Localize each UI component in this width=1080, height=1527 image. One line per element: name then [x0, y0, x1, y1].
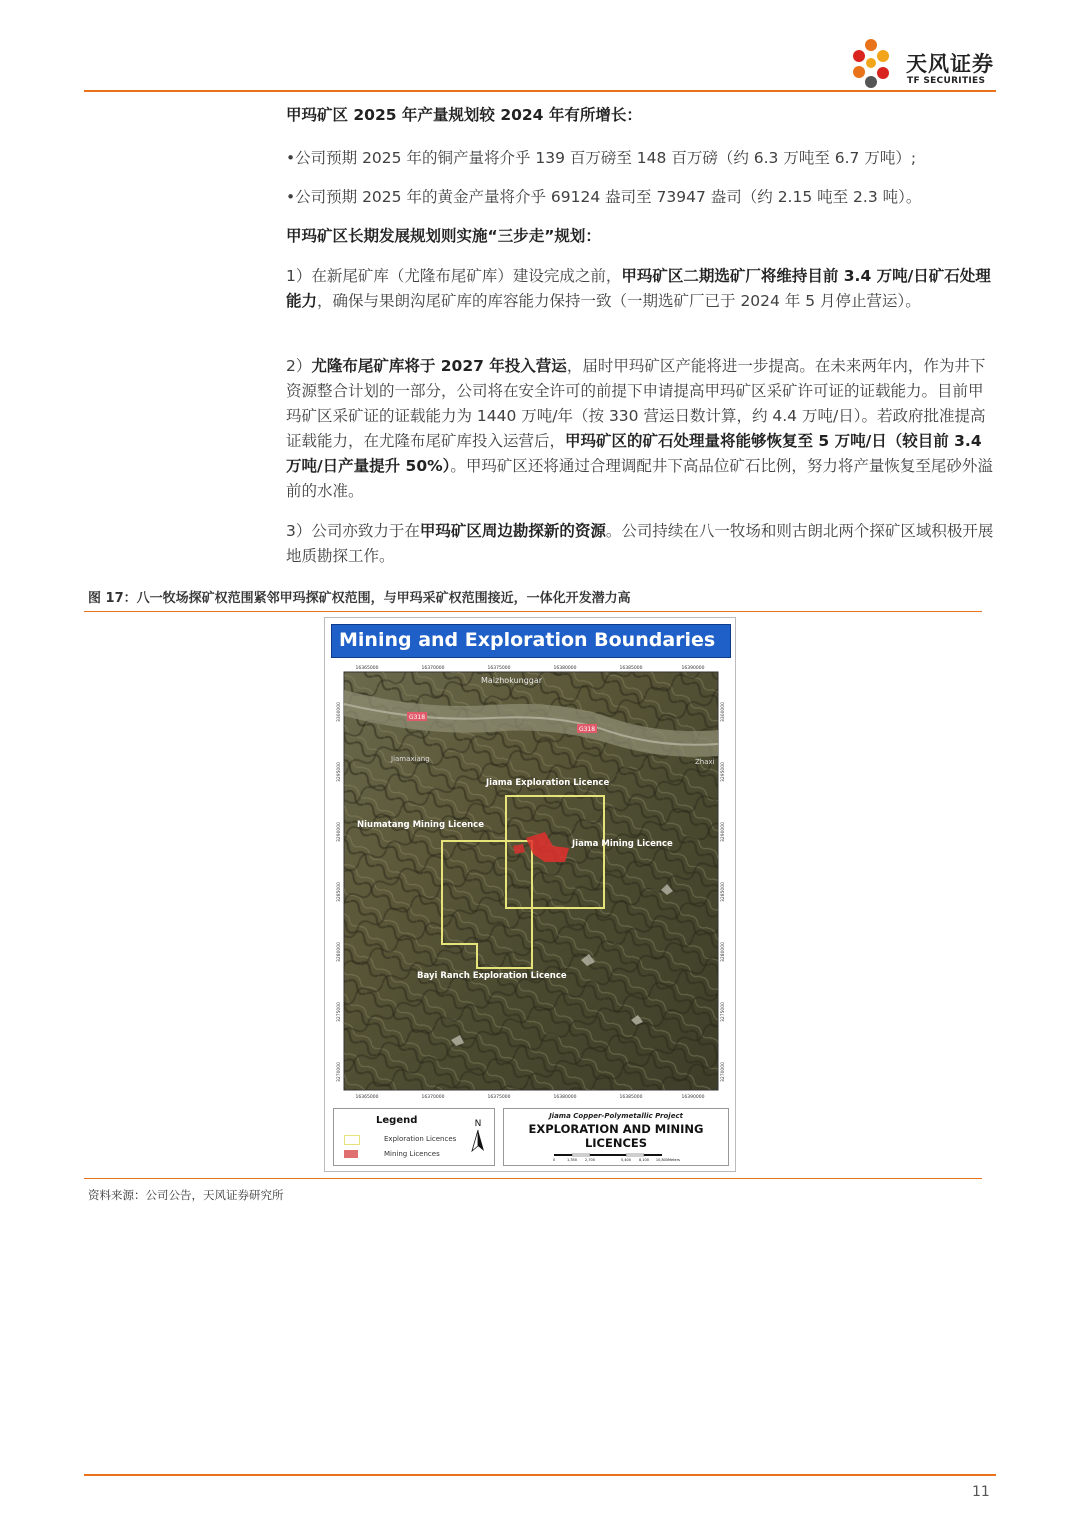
label-niumatang-mining: Niumatang Mining Licence — [357, 820, 484, 830]
brand-name-cn: 天风证券 — [906, 52, 994, 76]
y-tick-label: 3275000 — [721, 1001, 726, 1023]
map-figure — [324, 617, 736, 1172]
y-tick-label: 3280000 — [337, 941, 342, 963]
brand-name-en: TF SECURITIES — [907, 76, 986, 86]
scale-label: 2,700 — [584, 1158, 596, 1162]
north-label: N — [474, 1119, 482, 1129]
figure-caption: 图 17：八一牧场探矿权范围紧邻甲玛探矿权范围，与甲玛采矿权范围接近，一体化开发潜力高 — [88, 591, 631, 606]
y-tick-label: 3280000 — [721, 941, 726, 963]
x-tick-label: 16380000 — [553, 666, 577, 671]
scale-label: 10,800 — [655, 1158, 669, 1162]
section-heading-production: 甲玛矿区 2025 年产量规划较 2024 年有所增长： — [286, 106, 642, 124]
step-two-text-2: ，届时甲玛矿区产能将进一步提高。在未来两年内，作为井下资源整合计划的一部分，公司将在安全许可的前提下申请提高甲玛矿区采矿许可证的证载能力。目前甲玛矿区采矿证的证载能力为 1440 万吨/年（按 330 营运日数计算，约 4.4 万吨/日）。若政府批准提高证载能力，在尤隆布尾矿库投入运营后， — [286, 357, 986, 450]
y-tick-label: 3270000 — [337, 1061, 342, 1083]
legend-title: Legend — [376, 1115, 418, 1126]
x-tick-label: 16370000 — [421, 666, 445, 671]
project-title-line2: LICENCES — [584, 1136, 648, 1150]
step-three-text-2: 。公司持续在八一牧场和则古朗北两个探矿区域积极开展地质勘探工作。 — [286, 522, 994, 565]
place-jiamaxiang: Jiamaxiang — [391, 755, 430, 763]
legend-exploration-label: Exploration Licences — [384, 1135, 457, 1143]
step-one-text-2: ，确保与果朗沟尾矿库的库容能力保持一致（一期选矿厂已于 2024 年 5 月停止营运）。 — [317, 292, 921, 310]
source-divider — [84, 1178, 982, 1179]
place-zhaxi: Zhaxi — [695, 758, 715, 766]
y-tick-label: 3300000 — [337, 701, 342, 723]
label-jiama-exploration: Jiama Exploration Licence — [486, 778, 610, 788]
mining-swatch — [344, 1150, 358, 1158]
header-divider — [84, 90, 996, 92]
bullet-gold-output: •公司预期 2025 年的黄金产量将介乎 69124 盎司至 73947 盎司（约 2.15 吨至 2.3 吨）。 — [286, 188, 922, 206]
step-two-text-3: 。甲玛矿区还将通过合理调配井下高品位矿石比例，努力将产量恢复至尾砂外溢前的水准。 — [286, 457, 993, 500]
map-title: Mining and Exploration Boundaries — [339, 629, 716, 651]
y-tick-label: 3290000 — [721, 821, 726, 843]
label-jiama-mining: Jiama Mining Licence — [572, 839, 673, 849]
bullet-copper-output: •公司预期 2025 年的铜产量将介乎 139 百万磅至 148 百万磅（约 6.3 万吨至 6.7 万吨）; — [286, 149, 917, 167]
x-tick-label: 16380000 — [553, 1095, 577, 1100]
y-tick-label: 3300000 — [721, 701, 726, 723]
tf-securities-logo — [850, 36, 1000, 90]
scale-label: 8,100 — [638, 1158, 650, 1162]
step-one-paragraph — [286, 264, 996, 314]
y-tick-label: 3295000 — [721, 761, 726, 783]
scale-label: 5,400 — [620, 1158, 632, 1162]
source-note: 资料来源：公司公告，天风证券研究所 — [88, 1188, 284, 1202]
footer-divider — [84, 1474, 996, 1476]
x-tick-label: 16390000 — [681, 1095, 705, 1100]
step-two-bold-2: 甲玛矿区的矿石处理量将能够恢复至 5 万吨/日（较目前 3.4 万吨/日产量提升 50%） — [286, 432, 982, 475]
place-maizhokunggar: Maizhokunggar — [481, 676, 543, 685]
y-tick-label: 3285000 — [337, 881, 342, 903]
x-tick-label: 16370000 — [421, 1095, 445, 1100]
step-two-paragraph — [286, 354, 996, 504]
label-bayi-ranch: Bayi Ranch Exploration Licence — [417, 971, 567, 981]
road-label-east: G318 — [578, 726, 596, 733]
exploration-swatch — [344, 1135, 360, 1145]
x-tick-label: 16375000 — [487, 1095, 511, 1100]
step-two-bold: 尤隆布尾矿库将于 2027 年投入营运 — [311, 357, 567, 375]
step-two-text: 2） — [286, 357, 312, 375]
x-tick-label: 16385000 — [619, 1095, 643, 1100]
step-three-paragraph — [286, 519, 996, 569]
step-one-text: 1）在新尾矿库（尤隆布尾矿库）建设完成之前， — [286, 267, 622, 285]
flower-logo-icon — [850, 36, 902, 90]
project-title-line1: EXPLORATION AND MINING — [528, 1122, 704, 1136]
caption-divider — [84, 611, 982, 612]
legend-mining-label: Mining Licences — [384, 1150, 440, 1158]
step-three-text: 3）公司亦致力于在 — [286, 522, 420, 540]
step-one-bold: 甲玛矿区二期选矿厂将维持目前 3.4 万吨/日矿石处理能力 — [286, 267, 991, 310]
x-tick-label: 16385000 — [619, 666, 643, 671]
scale-unit: Meters — [668, 1158, 680, 1162]
scale-label: 1,350 — [566, 1158, 578, 1162]
y-tick-label: 3270000 — [721, 1061, 726, 1083]
map-legend — [333, 1108, 495, 1166]
x-tick-label: 16375000 — [487, 666, 511, 671]
road-label-west: G318 — [408, 714, 426, 721]
y-tick-label: 3275000 — [337, 1001, 342, 1023]
step-three-bold: 甲玛矿区周边勘探新的资源 — [419, 522, 606, 540]
y-tick-label: 3295000 — [337, 761, 342, 783]
satellite-map — [331, 660, 729, 1100]
page-number: 11 — [972, 1484, 990, 1500]
north-arrow-icon — [468, 1117, 488, 1155]
scale-label: 0 — [552, 1158, 556, 1162]
scale-bar — [550, 1153, 680, 1163]
y-tick-label: 3285000 — [721, 881, 726, 903]
section-heading-three-steps: 甲玛矿区长期发展规划则实施“三步走”规划： — [286, 227, 601, 245]
y-tick-label: 3290000 — [337, 821, 342, 843]
x-tick-label: 16365000 — [355, 666, 379, 671]
project-subtitle: Jiama Copper-Polymetallic Project — [549, 1112, 683, 1120]
project-title — [504, 1122, 728, 1150]
map-title-bar — [331, 624, 731, 658]
x-tick-label: 16390000 — [681, 666, 705, 671]
x-tick-label: 16365000 — [355, 1095, 379, 1100]
project-title-block — [503, 1108, 729, 1166]
